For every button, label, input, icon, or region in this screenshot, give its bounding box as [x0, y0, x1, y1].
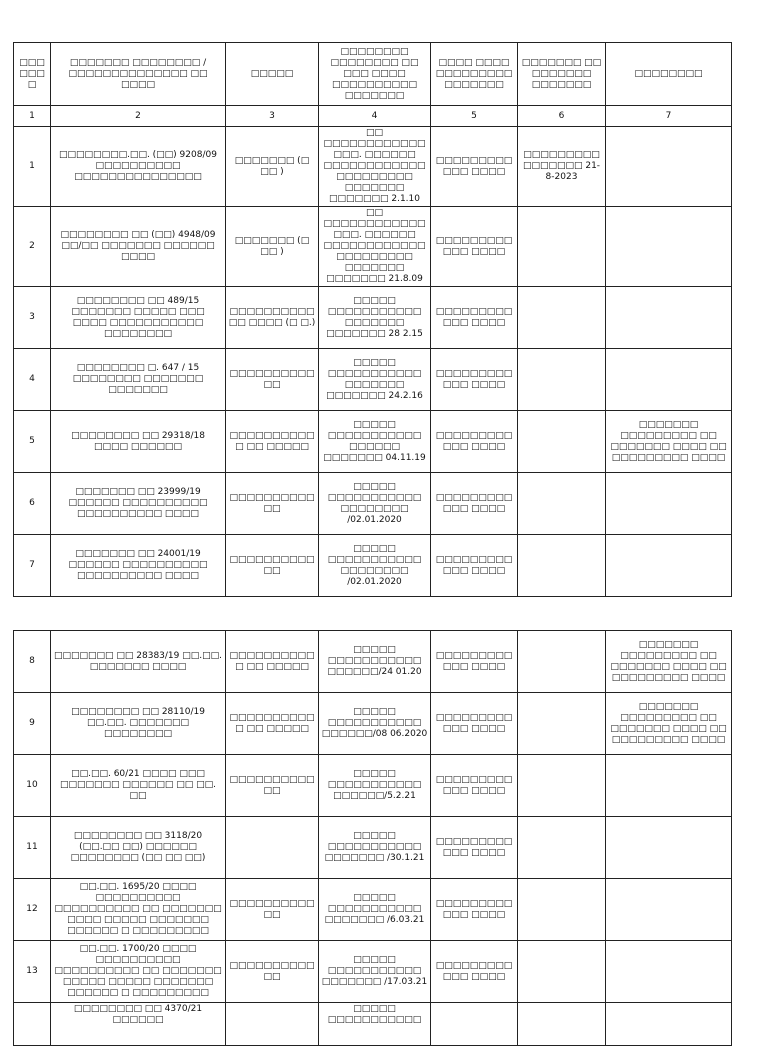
cell-court: □□□□□□□□□□□ □□ □□□□□ [226, 631, 319, 693]
table-row [14, 535, 732, 597]
cell-date: □□□□□ □□□□□□□□□□□ □□□□□□/24 01.20 [319, 631, 431, 693]
cell-status: □□□□□□□□□□□□ □□□□ [431, 941, 518, 1003]
col-number: 6 [518, 106, 606, 127]
cell-case: □□□□□□□ □□ 23999/19 □□□□□□ □□□□□□□□□□ □□□□□□□□□□ □□□□ [51, 473, 226, 535]
register-table-bottom [13, 630, 732, 1046]
cell-remark7 [606, 817, 732, 879]
cell-serial: 12 [14, 879, 51, 941]
cell-date: □□□□□ □□□□□□□□□□□ □□□□□□□□ /02.01.2020 [319, 535, 431, 597]
cell-remark6 [518, 941, 606, 1003]
cell-remark6 [518, 535, 606, 597]
cell-remark7 [606, 879, 732, 941]
cell-status: □□□□□□□□□□□□ □□□□ [431, 349, 518, 411]
cell-serial [14, 1003, 51, 1046]
cell-remark6 [518, 473, 606, 535]
cell-status: □□□□□□□□□□□□ □□□□ [431, 631, 518, 693]
table-row [14, 473, 732, 535]
header-date: □□□□□□□□ □□□□□□□□ □□ □□□ □□□□ □□□□□□□□□□ □□□□□□□ [319, 43, 431, 106]
register-table-top [13, 42, 732, 597]
cell-case: □□.□□. 1695/20 □□□□ □□□□□□□□□□ □□□□□□□□□□ □□ □□□□□□□ □□□□ □□□□□ □□□□□□□ □□□□□□ □ □□□□□□□□□ [51, 879, 226, 941]
cell-case: □□.□□. 60/21 □□□□ □□□ □□□□□□□ □□□□□□ □□ □□. □□ [51, 755, 226, 817]
cell-serial: 7 [14, 535, 51, 597]
table-row [14, 287, 732, 349]
cell-remark7: □□□□□□□ □□□□□□□□□ □□ □□□□□□□ □□□□ □□ □□□□□□□□□ □□□□ [606, 411, 732, 473]
cell-court [226, 1003, 319, 1046]
cell-case: □□□□□□□□ □. 647 / 15 □□□□□□□□ □□□□□□□ □□□□□□□ [51, 349, 226, 411]
cell-remark6 [518, 1003, 606, 1046]
cell-serial: 10 [14, 755, 51, 817]
cell-date: □□□□□ □□□□□□□□□□□ □□□□□□/08 06.2020 [319, 693, 431, 755]
cell-remark6 [518, 349, 606, 411]
col-number: 7 [606, 106, 732, 127]
cell-serial: 11 [14, 817, 51, 879]
cell-remark6 [518, 287, 606, 349]
table-row [14, 127, 732, 207]
cell-date: □□ □□□□□□□□□□□□ □□□. □□□□□□ □□□□□□□□□□□□ □□□□□□□□□ □□□□□□□ □□□□□□□ 2.1.10 [319, 127, 431, 207]
cell-court: □□□□□□□□□□□□ [226, 941, 319, 1003]
cell-date: □□□□□ □□□□□□□□□□□ □□□□□□□ /30.1.21 [319, 817, 431, 879]
header-court: □□□□□ [226, 43, 319, 106]
cell-court: □□□□□□□□□□□□ [226, 349, 319, 411]
cell-remark7 [606, 207, 732, 287]
cell-court: □□□□□□□ (□ □□ ) [226, 127, 319, 207]
cell-case: □□□□□□□□ □□ 28110/19 □□.□□. □□□□□□□ □□□□□□□□ [51, 693, 226, 755]
cell-status: □□□□□□□□□□□□ □□□□ [431, 693, 518, 755]
cell-court: □□□□□□□□□□□□ [226, 755, 319, 817]
cell-remark7 [606, 941, 732, 1003]
cell-date: □□□□□ □□□□□□□□□□□ □□□□□□□□ /02.01.2020 [319, 473, 431, 535]
table-row [14, 941, 732, 1003]
col-number: 4 [319, 106, 431, 127]
cell-remark7 [606, 287, 732, 349]
cell-remark6 [518, 693, 606, 755]
cell-case: □□.□□. 1700/20 □□□□ □□□□□□□□□□ □□□□□□□□□□ □□ □□□□□□□ □□□□□ □□□□□ □□□□□□□ □□□□□□ □ □□□□□□□□□ [51, 941, 226, 1003]
cell-remark7 [606, 755, 732, 817]
cell-date: □□□□□ □□□□□□□□□□□ □□□□□□□ □□□□□□□ 28 2.15 [319, 287, 431, 349]
cell-status: □□□□□□□□□□□□ □□□□ [431, 879, 518, 941]
cell-court: □□□□□□□ (□ □□ ) [226, 207, 319, 287]
cell-serial: 3 [14, 287, 51, 349]
column-number-row [14, 106, 732, 127]
cell-case: □□□□□□□□ □□ 4370/21 □□□□□□ [51, 1003, 226, 1046]
cell-remark7 [606, 349, 732, 411]
cell-case: □□□□□□□□ □□ 29318/18 □□□□ □□□□□□ [51, 411, 226, 473]
table-row [14, 879, 732, 941]
cell-court [226, 817, 319, 879]
col-number: 2 [51, 106, 226, 127]
cell-serial: 4 [14, 349, 51, 411]
cell-status: □□□□□□□□□□□□ □□□□ [431, 473, 518, 535]
cell-remark6 [518, 817, 606, 879]
header-remark7: □□□□□□□□ [606, 43, 732, 106]
cell-case: □□□□□□□ □□ 24001/19 □□□□□□ □□□□□□□□□□ □□□□□□□□□□ □□□□ [51, 535, 226, 597]
cell-serial: 8 [14, 631, 51, 693]
cell-remark7 [606, 535, 732, 597]
cell-remark7 [606, 473, 732, 535]
cell-date: □□□□□ □□□□□□□□□□□ [319, 1003, 431, 1046]
cell-remark6 [518, 631, 606, 693]
cell-remark6 [518, 879, 606, 941]
cell-date: □□□□□ □□□□□□□□□□□ □□□□□□□ /17.03.21 [319, 941, 431, 1003]
cell-serial: 9 [14, 693, 51, 755]
table-row [14, 411, 732, 473]
cell-status: □□□□□□□□□□□□ □□□□ [431, 127, 518, 207]
cell-remark6 [518, 755, 606, 817]
table-row [14, 207, 732, 287]
cell-remark7: □□□□□□□ □□□□□□□□□ □□ □□□□□□□ □□□□ □□ □□□□□□□□□ □□□□ [606, 693, 732, 755]
cell-remark6 [518, 207, 606, 287]
cell-status [431, 1003, 518, 1046]
table-row [14, 1003, 732, 1046]
cell-case: □□□□□□□□ □□ 3118/20 (□□.□□ □□) □□□□□□ □□□□□□□□ (□□ □□ □□) [51, 817, 226, 879]
cell-remark6: □□□□□□□□□ □□□□□□□ 21-8-2023 [518, 127, 606, 207]
header-row [14, 43, 732, 106]
cell-status: □□□□□□□□□□□□ □□□□ [431, 755, 518, 817]
table-row [14, 817, 732, 879]
cell-remark6 [518, 411, 606, 473]
cell-date: □□□□□ □□□□□□□□□□□ □□□□□□ □□□□□□□ 04.11.19 [319, 411, 431, 473]
cell-date: □□□□□ □□□□□□□□□□□ □□□□□□/5.2.21 [319, 755, 431, 817]
header-status: □□□□ □□□□ □□□□□□□□□ □□□□□□□ [431, 43, 518, 106]
cell-remark7 [606, 127, 732, 207]
cell-status: □□□□□□□□□□□□ □□□□ [431, 411, 518, 473]
cell-remark7: □□□□□□□ □□□□□□□□□ □□ □□□□□□□ □□□□ □□ □□□□□□□□□ □□□□ [606, 631, 732, 693]
cell-case: □□□□□□□□ □□ (□□) 4948/09 □□/□□ □□□□□□□ □□□□□□ □□□□ [51, 207, 226, 287]
cell-status: □□□□□□□□□□□□ □□□□ [431, 535, 518, 597]
cell-court: □□□□□□□□□□□ □□ □□□□□ [226, 693, 319, 755]
header-case: □□□□□□□ □□□□□□□□ / □□□□□□□□□□□□□□ □□ □□□□ [51, 43, 226, 106]
cell-serial: 13 [14, 941, 51, 1003]
cell-date: □□□□□ □□□□□□□□□□□ □□□□□□□ /6.03.21 [319, 879, 431, 941]
cell-court: □□□□□□□□□□□□ [226, 473, 319, 535]
cell-court: □□□□□□□□□□ □□ □□□□ (□ □.) [226, 287, 319, 349]
table-row [14, 631, 732, 693]
cell-date: □□□□□ □□□□□□□□□□□ □□□□□□□ □□□□□□□ 24.2.16 [319, 349, 431, 411]
table-row [14, 755, 732, 817]
cell-date: □□ □□□□□□□□□□□□ □□□. □□□□□□ □□□□□□□□□□□□ □□□□□□□□□ □□□□□□□ □□□□□□□ 21.8.09 [319, 207, 431, 287]
cell-court: □□□□□□□□□□□□ [226, 879, 319, 941]
cell-court: □□□□□□□□□□□□ [226, 535, 319, 597]
cell-status: □□□□□□□□□□□□ □□□□ [431, 207, 518, 287]
col-number: 1 [14, 106, 51, 127]
cell-case: □□□□□□□□.□□. (□□) 9208/09 □□□□□□□□□□ □□□□□□□□□□□□□□□ [51, 127, 226, 207]
cell-serial: 2 [14, 207, 51, 287]
cell-court: □□□□□□□□□□□ □□ □□□□□ [226, 411, 319, 473]
cell-case: □□□□□□□□ □□ 489/15 □□□□□□□ □□□□□ □□□ □□□□ □□□□□□□□□□□ □□□□□□□□ [51, 287, 226, 349]
header-remark6: □□□□□□□ □□ □□□□□□□ □□□□□□□ [518, 43, 606, 106]
header-serial: □□□□□□□ [14, 43, 51, 106]
cell-serial: 1 [14, 127, 51, 207]
cell-status: □□□□□□□□□□□□ □□□□ [431, 287, 518, 349]
table-row [14, 349, 732, 411]
cell-serial: 5 [14, 411, 51, 473]
cell-remark7 [606, 1003, 732, 1046]
table-row [14, 693, 732, 755]
col-number: 3 [226, 106, 319, 127]
cell-status: □□□□□□□□□□□□ □□□□ [431, 817, 518, 879]
cell-serial: 6 [14, 473, 51, 535]
col-number: 5 [431, 106, 518, 127]
cell-case: □□□□□□□ □□ 28383/19 □□.□□. □□□□□□□ □□□□ [51, 631, 226, 693]
